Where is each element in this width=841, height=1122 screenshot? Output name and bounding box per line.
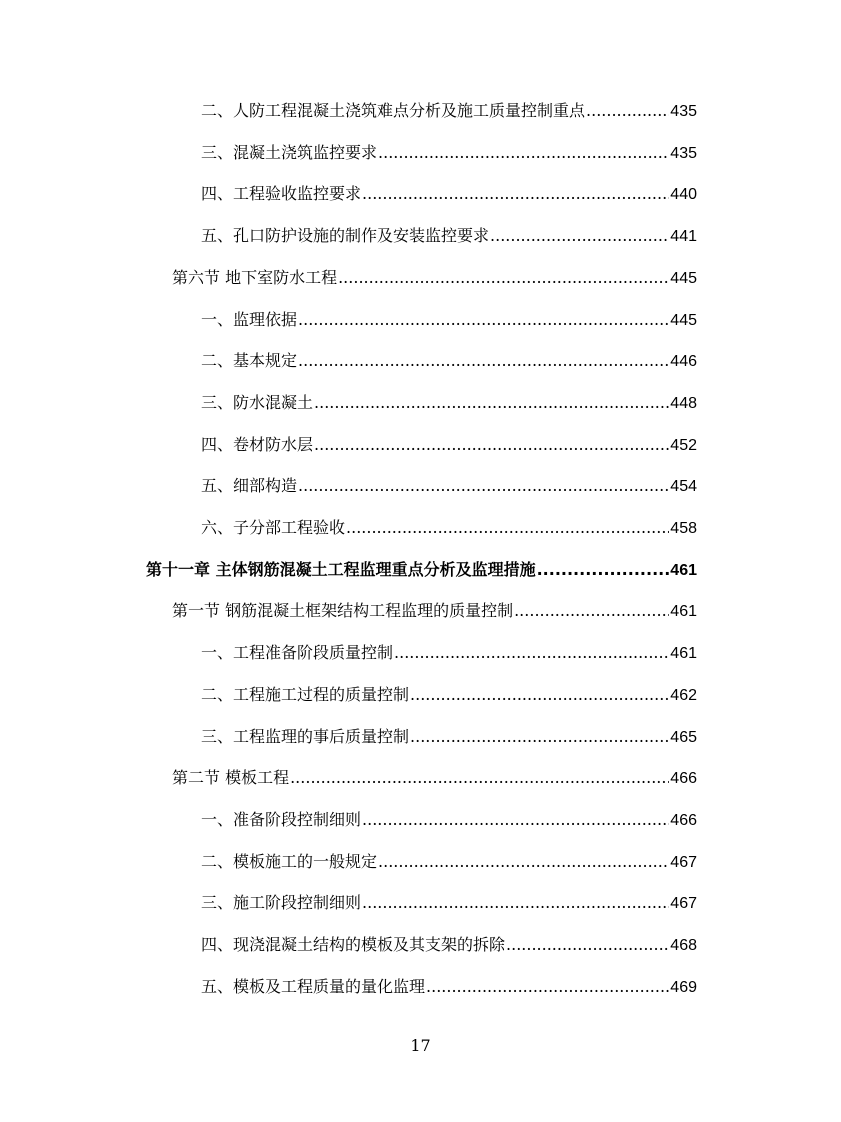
- toc-entry-page: 469: [670, 978, 697, 996]
- toc-item: [201, 96, 697, 126]
- toc-entry-page: 452: [670, 436, 697, 454]
- toc-item: [201, 888, 697, 918]
- dot-leader: [506, 930, 669, 960]
- toc-entry-page: 468: [670, 937, 697, 954]
- toc-entry-page: 461: [670, 561, 697, 579]
- toc-entry-page: 462: [670, 686, 697, 704]
- toc-entry-page: 454: [670, 478, 697, 496]
- dot-leader: [394, 638, 669, 668]
- toc-entry-title: 第一节 钢筋混凝土框架结构工程监理的质量控制: [172, 601, 514, 621]
- toc-item: [201, 138, 697, 168]
- toc-entry-page: 445: [670, 311, 697, 329]
- toc-item: [201, 388, 697, 418]
- toc-entry-title: 第二节 模板工程: [172, 768, 290, 788]
- toc-section: [172, 263, 697, 293]
- toc-entry-title: 三、工程监理的事后质量控制: [201, 726, 410, 746]
- toc-item: [201, 638, 697, 668]
- toc-entry-title: 三、施工阶段控制细则: [201, 893, 362, 913]
- dot-leader: [410, 722, 669, 752]
- toc-entry-title: 三、混凝土浇筑监控要求: [201, 142, 378, 162]
- toc-item: [201, 513, 697, 543]
- dot-leader: [362, 179, 669, 209]
- dot-leader: [514, 596, 669, 626]
- toc-entry-page: 446: [670, 353, 697, 371]
- toc-entry-title: 第十一章 主体钢筋混凝土工程监理重点分析及监理措施: [146, 559, 536, 579]
- toc-item: [201, 972, 697, 1002]
- toc-entry-title: 第六节 地下室防水工程: [172, 267, 338, 287]
- dot-leader: [378, 138, 669, 168]
- dot-leader: [314, 388, 669, 418]
- dot-leader: [298, 305, 669, 335]
- toc-entry-page: 448: [670, 394, 697, 412]
- toc-item: [201, 680, 697, 710]
- dot-leader: [346, 513, 669, 543]
- toc-entry-title: 二、工程施工过程的质量控制: [201, 684, 410, 704]
- dot-leader: [298, 471, 669, 501]
- toc-entry-title: 一、监理依据: [201, 309, 298, 329]
- toc-entry-page: 458: [670, 520, 697, 537]
- dot-leader: [314, 430, 669, 460]
- toc-entry-title: 五、细部构造: [201, 476, 298, 496]
- dot-leader: [426, 972, 669, 1002]
- dot-leader: [290, 763, 669, 793]
- dot-leader: [362, 888, 669, 918]
- toc-entry-title: 一、准备阶段控制细则: [201, 809, 362, 829]
- toc-item: [201, 221, 697, 251]
- toc-section: [172, 596, 697, 626]
- dot-leader: [338, 263, 669, 293]
- toc-item: [201, 722, 697, 752]
- dot-leader: [586, 96, 669, 126]
- toc-entry-page: 461: [670, 603, 697, 621]
- toc-item: [201, 346, 697, 376]
- toc-entry-page: 466: [670, 770, 697, 788]
- dot-leader: [378, 847, 669, 877]
- toc-entry-title: 五、模板及工程质量的量化监理: [201, 976, 426, 996]
- toc-entry-page: 467: [670, 853, 697, 871]
- page-number: 17: [410, 1036, 431, 1055]
- dot-leader: [298, 346, 669, 376]
- toc-entry-page: 466: [670, 811, 697, 829]
- toc-entry-title: 四、工程验收监控要求: [201, 184, 362, 204]
- toc-item: [201, 930, 697, 960]
- toc-entry-page: 461: [670, 645, 697, 663]
- toc-entry-title: 三、防水混凝土: [201, 392, 314, 412]
- toc-entry-title: 四、卷材防水层: [201, 434, 314, 454]
- toc-chapter: [146, 555, 697, 585]
- toc-entry-page: 435: [670, 103, 697, 120]
- dot-leader: [362, 805, 669, 835]
- dot-leader: [490, 221, 669, 251]
- toc-entry-title: 六、子分部工程验收: [201, 518, 346, 537]
- toc-entry-page: 440: [670, 186, 697, 204]
- toc-entry-title: 四、现浇混凝土结构的模板及其支架的拆除: [201, 935, 506, 954]
- toc-entry-title: 二、模板施工的一般规定: [201, 851, 378, 871]
- toc-entry-page: 467: [670, 895, 697, 913]
- toc-entry-page: 445: [670, 269, 697, 287]
- toc-item: [201, 471, 697, 501]
- toc-section: [172, 763, 697, 793]
- toc-item: [201, 430, 697, 460]
- toc-entry-title: 二、人防工程混凝土浇筑难点分析及施工质量控制重点: [201, 101, 586, 120]
- toc-entry-title: 五、孔口防护设施的制作及安装监控要求: [201, 226, 490, 246]
- toc-entry-title: 二、基本规定: [201, 351, 298, 371]
- dot-leader: [410, 680, 669, 710]
- toc-item: [201, 305, 697, 335]
- dot-leader: [537, 555, 670, 585]
- toc-item: [201, 847, 697, 877]
- toc-item: [201, 805, 697, 835]
- toc-entry-page: 441: [670, 228, 697, 246]
- toc-entry-page: 435: [670, 144, 697, 162]
- toc-entry-page: 465: [670, 728, 697, 746]
- toc-item: [201, 179, 697, 209]
- toc-entry-title: 一、工程准备阶段质量控制: [201, 643, 394, 663]
